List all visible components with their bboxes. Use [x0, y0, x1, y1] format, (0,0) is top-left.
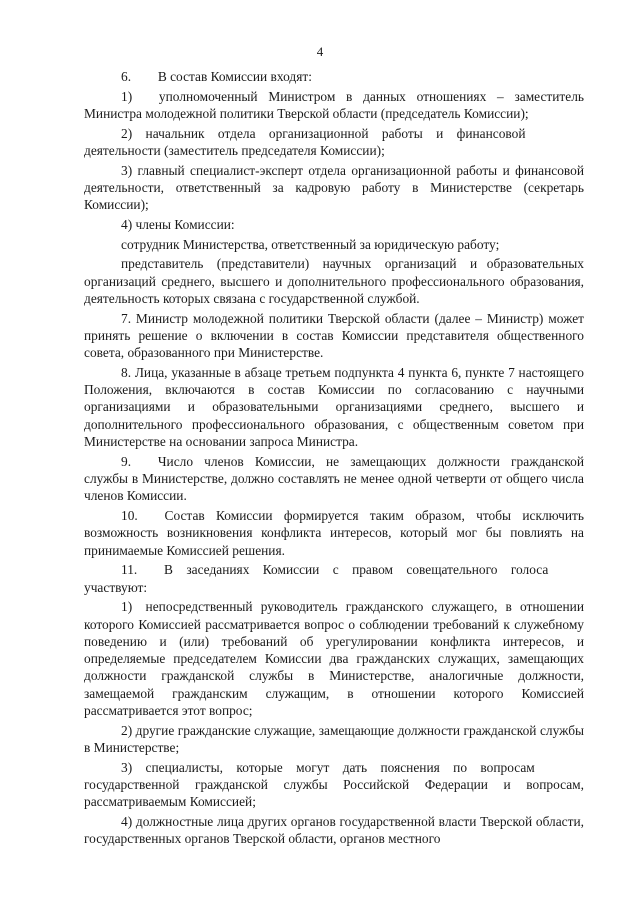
paragraph-6-item-4-member-legal: сотрудник Министерства, ответственный за юридическую работу; — [121, 236, 500, 252]
paragraph-6-item-1: 1) уполномоченный Министром в данных отношениях – заместитель Министра молодежной политики Тверской области (председатель Комиссии); — [84, 88, 584, 121]
paragraph-10: 10. Состав Комиссии формируется таким образом, чтобы исключить возможность возникновения конфликта интересов, который мог бы повлиять на принимаемые Комиссией решения. — [84, 508, 584, 558]
paragraph-11-item-1: 1) непосредственный руководитель гражданского служащего, в отношении которого Комиссией рассматривается вопрос о соблюдении требований к служебному поведению и (или) требований об урегулировании конфликта интересов, и определяемые председателем Комиссии два гражданских служащих, замещающих должности гражданской службы в Министерстве, аналогичные должности, замещаемой гражданским служащим, в отношении которого Комиссией рассматривается этот вопрос; — [84, 599, 584, 719]
paragraph-6: 6. В состав Комиссии входят: — [121, 69, 312, 84]
paragraph-7: 7. Министр молодежной политики Тверской области (далее – Министр) может принять решение о включении в состав Комиссии представителя общественного совета, образованного при Министерстве. — [84, 310, 584, 361]
paragraph-11-item-2: 2) другие гражданские служащие, замещающие должности гражданской службы в Министерстве; — [84, 722, 584, 756]
page-number: 4 — [316, 44, 324, 59]
paragraph-6-item-4: 4) члены Комиссии: — [121, 216, 235, 232]
paragraph-9: 9. Число членов Комиссии, не замещающих должности гражданской службы в Министерстве, должно составлять не менее одной четверти от общего числа членов Комиссии. — [84, 453, 584, 504]
paragraph-11-item-4: 4) должностные лица других органов государственной власти Тверской области, государственных органов Тверской области, органов местного — [84, 814, 584, 847]
document-body — [84, 68, 584, 850]
paragraph-6-item-2: 2) начальник отдела организационной работы и финансовой деятельности (заместитель председателя Комиссии); — [84, 125, 526, 158]
paragraph-11: 11. В заседаниях Комиссии с правом совещательного голоса участвуют: — [84, 562, 549, 595]
paragraph-6-item-3: 3) главный специалист-эксперт отдела организационной работы и финансовой деятельности, ответственный за кадровую работу в Министерстве (секретарь Комиссии); — [84, 162, 584, 213]
paragraph-11-item-3: 3) специалисты, которые могут дать пояснения по вопросам государственной гражданской службы Российской Федерации и вопросам, рассматриваемым Комиссией; — [84, 759, 584, 810]
paragraph-6-item-4-member-representatives: представитель (представители) научных организаций и образовательных организаций среднего, высшего и дополнительного профессионального образования, деятельность которых связана с государственной службой. — [84, 256, 584, 306]
paragraph-8: 8. Лица, указанные в абзаце третьем подпункта 4 пункта 6, пункте 7 настоящего Положения, включаются в состав Комиссии по согласованию с научными организациями и образовательными организациями среднего, высшего и дополнительного профессионального образования, с общественным советом при Министерстве на основании запроса Министра. — [84, 364, 584, 450]
